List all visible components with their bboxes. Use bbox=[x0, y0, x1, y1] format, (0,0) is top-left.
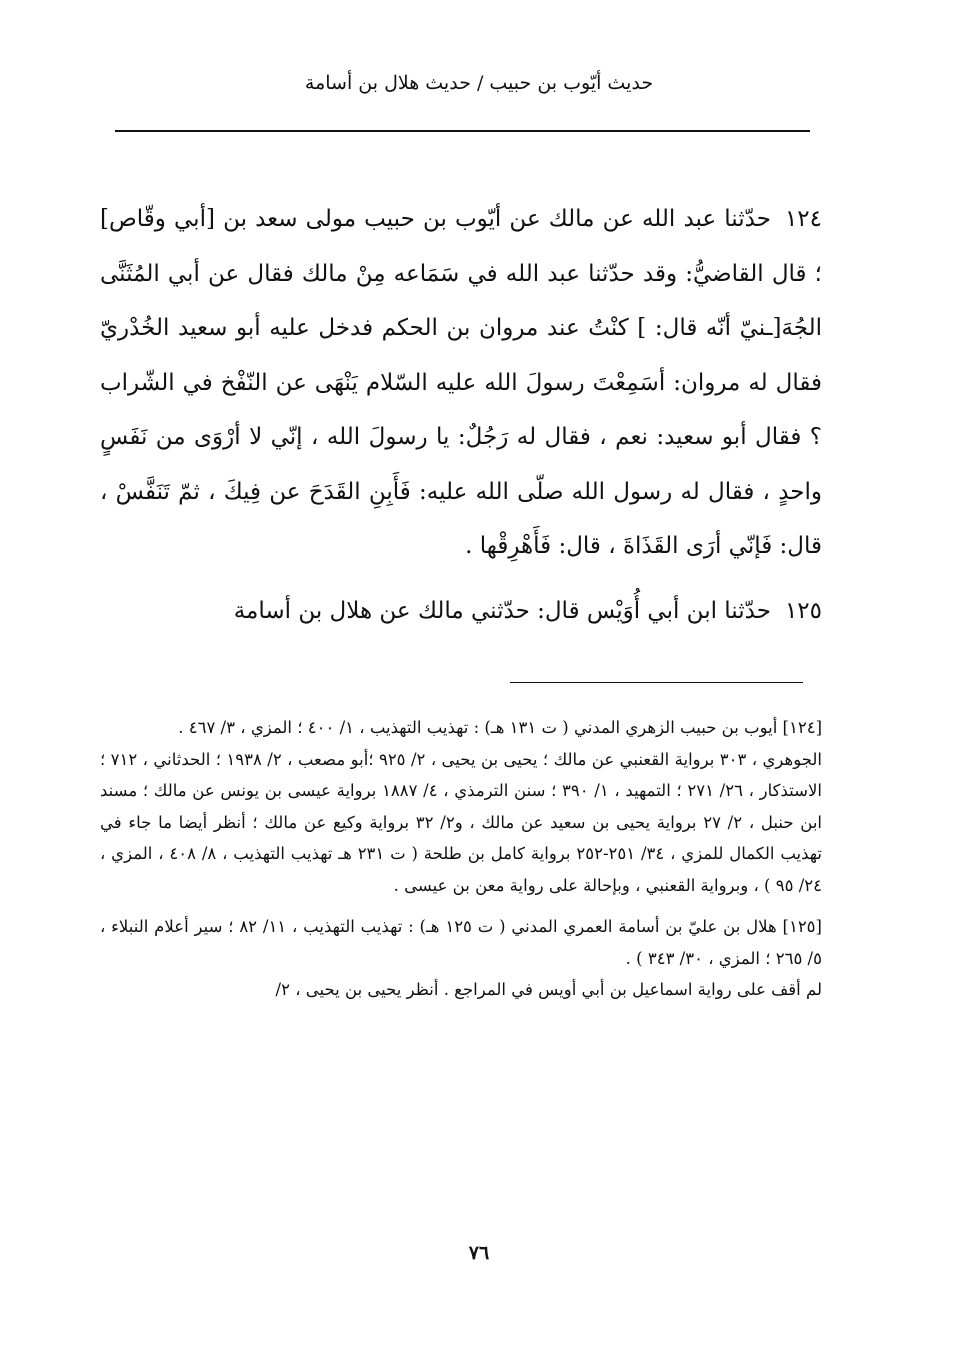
footnote-rule bbox=[510, 682, 803, 683]
hadith-124 bbox=[100, 192, 822, 574]
hadith-text: حدّثنا ابن أبي أُوَيْس قال: حدّثني مالك عن هلال بن أسامة bbox=[233, 597, 771, 624]
footnote-124-biography: [١٢٤] أيوب بن حبيب الزهري المدني ( ت ١٣١ هـ) : تهذيب التهذيب ، ١/ ٤٠٠ ؛ المزي ، ٣/ ٤٦٧ . bbox=[178, 718, 822, 737]
hadith-text: حدّثنا عبد الله عن مالك عن أيّوب بن حبيب مولى سعد بن [أبي وقّاص] ؛ قال القاضيُّ: وقد حدّثنا عبد الله في سَمَاعه مِنْ مالك فقال عن أبي المُثَنَّى الجُهَ[ـنيّ أنّه قال: ] كنْتُ عند مروان بن الحكم فدخل عليه أبو سعيد الخُدْريّ فقال له مروان: أسَمِعْتَ رسولَ الله عليه السّلام يَنْهَى عن النّفْخ في الشّراب ؟ فقال أبو سعيد: نعم ، فقال له رَجُلٌ: يا رسولَ الله ، إنّي لا أرْوَى من نَفَسٍ واحدٍ ، فقال له رسول الله صلّى الله عليه: فَأَبِنِ القَدَحَ عن فِيكَ ، ثمّ تَنَفَّسْ ، قال: فَإنّي أرَى القَذَاةَ ، قال: فَأَهْرِقْها . bbox=[100, 206, 822, 559]
hadith-125 bbox=[100, 584, 822, 639]
footnotes bbox=[100, 712, 822, 1006]
main-text bbox=[100, 192, 822, 638]
hadith-number: ١٢٥ bbox=[784, 597, 822, 624]
footnote-125-sources: لم أقف على رواية اسماعيل بن أبي أويس في المراجع . أنظر يحيى بن يحيى ، ٢/ bbox=[275, 980, 822, 999]
page-number: ٧٦ bbox=[468, 1242, 490, 1264]
footnote-125-biography: [١٢٥] هلال بن عليّ بن أسامة العمري المدني ( ت ١٢٥ هـ) : تهذيب التهذيب ، ١١/ ٨٢ ؛ سير أعلام النبلاء ، ٥/ ٢٦٥ ؛ المزي ، ٣٠/ ٣٤٣ ) . bbox=[100, 917, 822, 968]
hadith-number: ١٢٤ bbox=[784, 206, 822, 232]
header-rule bbox=[115, 130, 810, 132]
running-head: حديث أيّوب بن حبيب / حديث هلال بن أسامة bbox=[304, 72, 654, 94]
footnote-124-sources: الجوهري ، ٣٠٣ برواية القعنبي عن مالك ؛ يحيى بن يحيى ، ٢/ ٩٢٥ ؛أبو مصعب ، ٢/ ١٩٣٨ ؛ الحدثاني ، ٧١٢ ؛ الاستذكار ، ٢٦/ ٢٧١ ؛ التمهيد ، ١/ ٣٩٠ ؛ سنن الترمذي ، ٤/ ١٨٨٧ برواية عيسى بن يونس عن مالك ؛ مسند ابن حنبل ، ٢/ ٢٧ برواية يحيى بن سعيد عن مالك ، و٢/ ٣٢ برواية وكيع عن مالك ؛ أنظر أيضا ما جاء في تهذيب الكمال للمزي ، ٣٤/ ٢٥١-٢٥٢ برواية كامل بن طلحة ( ت ٢٣١ هـ تهذيب التهذيب ، ٨/ ٤٠٨ ، المزي ، ٢٤/ ٩٥ ) ، وبرواية القعنبي ، وبإحالة على رواية معن بن عيسى . bbox=[100, 749, 823, 895]
